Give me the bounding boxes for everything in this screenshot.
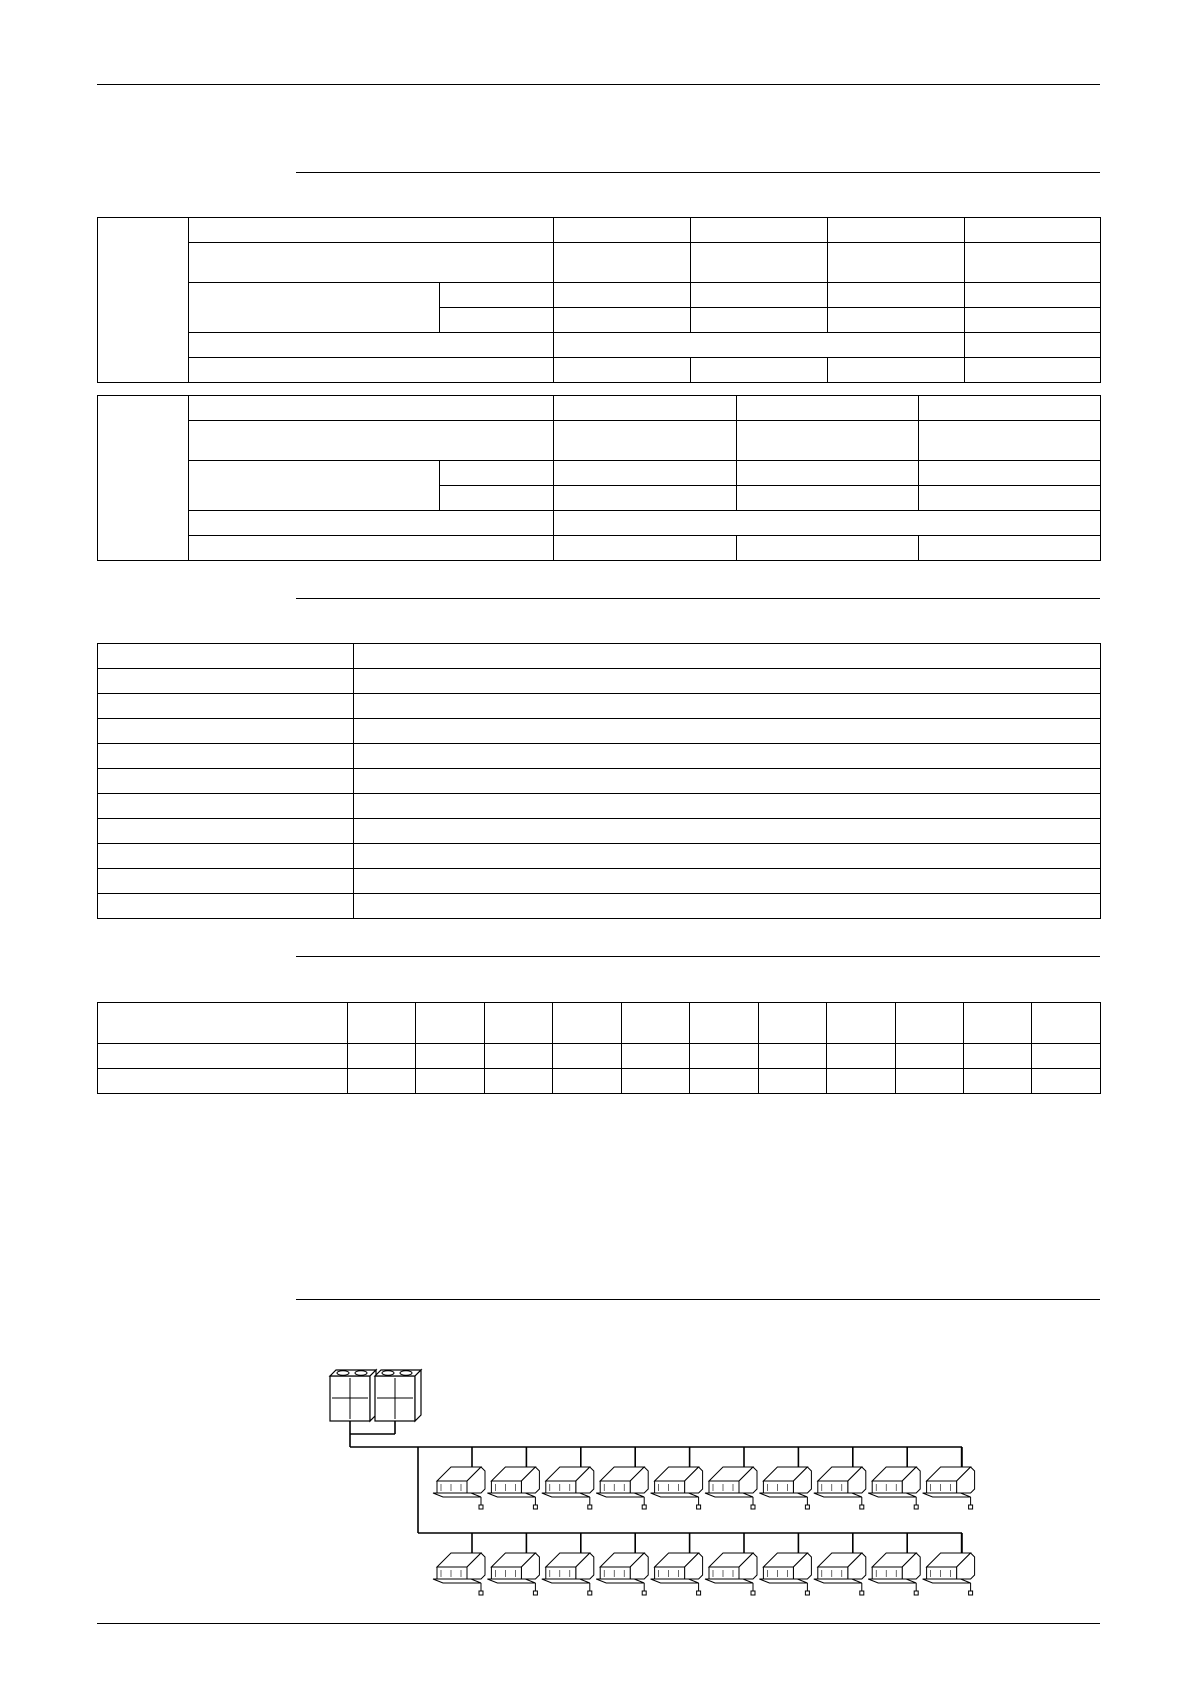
indoor-unit xyxy=(596,1467,648,1509)
indoor-unit xyxy=(705,1467,757,1509)
indoor-unit xyxy=(487,1553,539,1595)
indoor-unit xyxy=(923,1467,975,1509)
indoor-unit xyxy=(542,1467,594,1509)
indoor-unit xyxy=(923,1553,975,1595)
indoor-unit xyxy=(651,1467,703,1509)
indoor-unit xyxy=(759,1467,811,1509)
outdoor-unit xyxy=(330,1370,376,1421)
indoor-unit xyxy=(651,1553,703,1595)
indoor-unit xyxy=(814,1553,866,1595)
indoor-unit xyxy=(433,1467,485,1509)
outdoor-unit xyxy=(375,1370,421,1421)
indoor-unit xyxy=(814,1467,866,1509)
indoor-unit xyxy=(542,1553,594,1595)
indoor-unit xyxy=(487,1467,539,1509)
indoor-unit xyxy=(759,1553,811,1595)
indoor-unit xyxy=(705,1553,757,1595)
indoor-unit xyxy=(596,1553,648,1595)
indoor-unit xyxy=(868,1467,920,1509)
indoor-unit xyxy=(868,1553,920,1595)
indoor-unit xyxy=(433,1553,485,1595)
